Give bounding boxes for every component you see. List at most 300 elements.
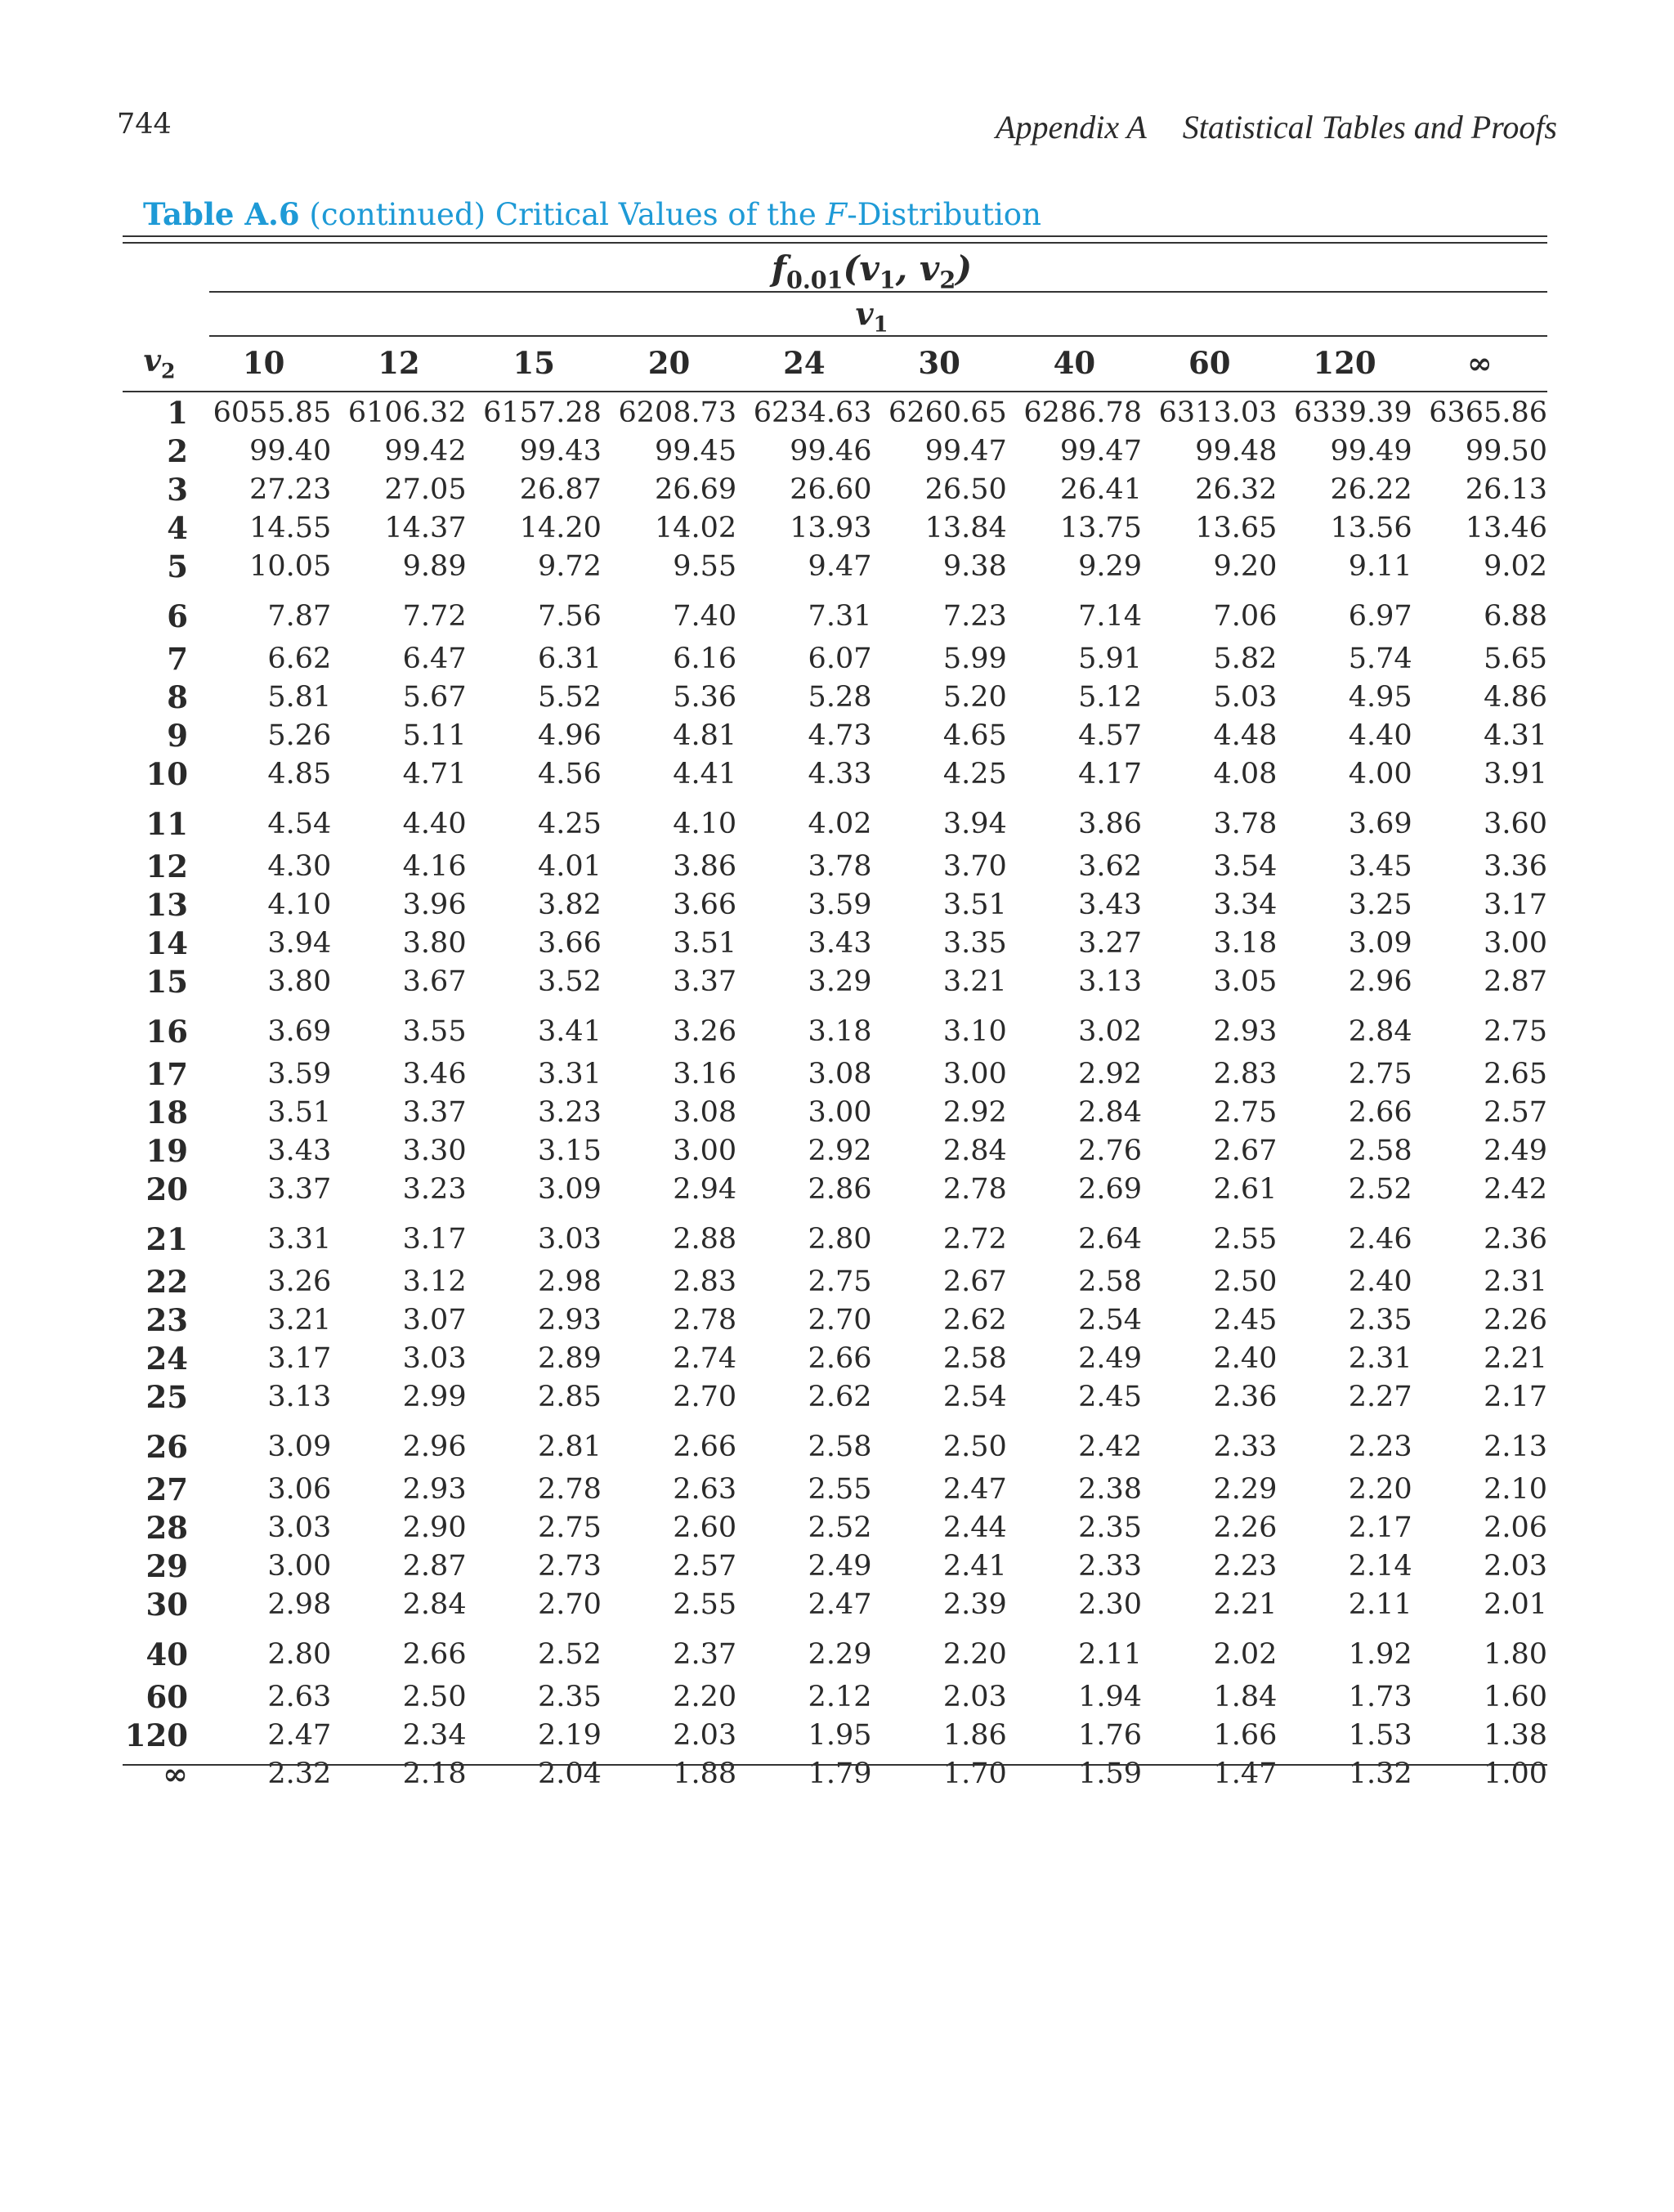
table-row [123, 1131, 1547, 1170]
table-cell: 2.45 [1213, 1303, 1278, 1337]
table-cell: 3.34 [1213, 888, 1278, 921]
table-cell: 3.30 [402, 1134, 467, 1167]
table-cell: 6.31 [537, 643, 602, 676]
table-cell: 3.17 [1484, 888, 1547, 921]
table-cell: 2.32 [267, 1757, 332, 1790]
table-cell: 99.46 [790, 435, 872, 468]
f-distribution-table [123, 335, 1547, 1793]
table-cell: 3.67 [402, 965, 467, 998]
table-cell: 3.54 [1213, 850, 1278, 884]
table-cell: 2.47 [942, 1473, 1007, 1507]
table-cell: 4.01 [537, 850, 602, 884]
table-cell: 2.63 [673, 1473, 737, 1507]
v2-header [123, 335, 196, 391]
table-cell: 2.42 [1484, 1172, 1547, 1206]
table-row [123, 1509, 1547, 1547]
table-cell: 3.23 [402, 1172, 467, 1206]
table-cell: 3.80 [402, 926, 467, 960]
table-cell: 4.17 [1078, 757, 1143, 790]
table-cell: 3.00 [808, 1095, 872, 1129]
table-cell: 4.30 [267, 850, 332, 884]
table-cell: 2.37 [673, 1638, 737, 1672]
table-cell: 4.57 [1078, 719, 1143, 752]
table-cell: 3.03 [537, 1223, 602, 1256]
table-cell: 10.05 [249, 549, 332, 583]
table-cell: 2.52 [537, 1638, 602, 1672]
table-row [123, 547, 1547, 585]
table-cell: 2.18 [402, 1757, 467, 1790]
table-cell: 3.02 [1078, 1015, 1143, 1049]
table-cell: 1.94 [1078, 1681, 1143, 1714]
table-cell: 2.96 [1348, 965, 1412, 998]
table-cell: 1.32 [1348, 1757, 1412, 1790]
table-body [123, 391, 1547, 1793]
row-header-v2: 4 [167, 509, 188, 546]
table-cell: 3.00 [267, 1549, 332, 1583]
table-cell: 99.45 [654, 435, 737, 468]
table-cell: 2.49 [1484, 1134, 1547, 1167]
table-cell: 3.13 [1078, 965, 1143, 998]
table-cell: 2.62 [942, 1303, 1007, 1337]
table-cell: 2.54 [1078, 1303, 1143, 1337]
table-cell: 3.09 [537, 1172, 602, 1206]
table-cell: 2.92 [808, 1134, 872, 1167]
table-cell: 7.31 [808, 600, 872, 634]
table-cell: 2.52 [1348, 1172, 1412, 1206]
table-cell: 4.33 [808, 757, 872, 790]
heading-args-mid: , v [895, 249, 940, 289]
v2-label: v [143, 343, 161, 379]
table-cell: 13.93 [790, 511, 872, 544]
table-cell: 1.86 [942, 1718, 1007, 1752]
table-cell: 9.89 [402, 549, 467, 583]
table-cell: 3.16 [673, 1058, 737, 1091]
table-cell: 2.40 [1348, 1265, 1412, 1299]
table-cell: 4.95 [1348, 680, 1412, 714]
table-cell: 5.99 [942, 643, 1007, 676]
row-header-v2: 23 [145, 1301, 188, 1338]
table-cell: 2.10 [1484, 1473, 1547, 1507]
row-header-v2: 17 [145, 1056, 188, 1093]
table-cell: 3.43 [1078, 888, 1143, 921]
table-cell: 99.50 [1465, 435, 1547, 468]
table-cell: 99.43 [519, 435, 602, 468]
row-header-v2: 29 [145, 1547, 188, 1584]
top-rule-1 [123, 235, 1547, 237]
table-cell: 3.17 [402, 1223, 467, 1256]
row-header-v2: 40 [145, 1637, 188, 1673]
table-cell: 3.18 [808, 1015, 872, 1049]
table-cell: 27.23 [249, 472, 332, 506]
bottom-rule [123, 1764, 1547, 1766]
header-row [123, 335, 1547, 391]
table-cell: 3.21 [942, 965, 1007, 998]
table-cell: 99.47 [1059, 435, 1143, 468]
table-row [123, 924, 1547, 962]
table-cell: 9.72 [537, 549, 602, 583]
row-header-v2: 30 [145, 1586, 188, 1623]
table-cell: 27.05 [384, 472, 467, 506]
table-cell: 6313.03 [1158, 396, 1278, 430]
table-row [123, 1170, 1547, 1208]
table-cell: 3.26 [267, 1265, 332, 1299]
table-cell: 2.60 [673, 1511, 737, 1544]
table-cell: 2.47 [808, 1587, 872, 1621]
heading-args-open: (v [843, 249, 880, 289]
table-cell: 26.13 [1465, 472, 1547, 506]
table-cell: 3.25 [1348, 888, 1412, 921]
table-cell: 3.08 [808, 1058, 872, 1091]
table-cell: 2.78 [673, 1303, 737, 1337]
table-cell: 3.31 [537, 1058, 602, 1091]
table-cell: 3.86 [1078, 808, 1143, 841]
table-cell: 26.87 [519, 472, 602, 506]
table-cell: 4.86 [1484, 680, 1547, 714]
table-cell: 2.57 [1484, 1095, 1547, 1129]
table-cell: 3.09 [267, 1431, 332, 1464]
table-cell: 2.75 [1484, 1015, 1547, 1049]
column-header-v1: 40 [1053, 345, 1096, 381]
table-cell: 3.45 [1348, 850, 1412, 884]
table-cell: 3.05 [1213, 965, 1278, 998]
table-row [123, 1678, 1547, 1717]
table-cell: 1.53 [1348, 1718, 1412, 1752]
table-cell: 4.71 [402, 757, 467, 790]
table-cell: 3.55 [402, 1015, 467, 1049]
table-cell: 1.80 [1484, 1638, 1547, 1672]
heading-fn-subscript: 0.01 [786, 266, 844, 294]
table-cell: 2.40 [1213, 1341, 1278, 1375]
table-cell: 2.35 [537, 1681, 602, 1714]
table-row [123, 1094, 1547, 1132]
table-cell: 4.40 [402, 808, 467, 841]
table-cell: 2.75 [1213, 1095, 1278, 1129]
table-cell: 1.60 [1484, 1681, 1547, 1714]
table-cell: 9.02 [1484, 549, 1547, 583]
table-cell: 2.62 [808, 1380, 872, 1413]
table-cell: 2.46 [1348, 1223, 1412, 1256]
row-header-v2: 13 [145, 886, 188, 923]
table-cell: 2.31 [1484, 1265, 1547, 1299]
row-header-v2: 9 [167, 717, 188, 754]
table-cell: 2.55 [808, 1473, 872, 1507]
table-cell: 13.75 [1059, 511, 1143, 544]
table-cell: 13.84 [924, 511, 1007, 544]
table-cell: 2.69 [1078, 1172, 1143, 1206]
row-header-v2: 11 [145, 806, 188, 843]
table-row [123, 716, 1547, 754]
caption-text-suffix: -Distribution [847, 197, 1041, 232]
table-cell: 4.31 [1484, 719, 1547, 752]
table-row [123, 508, 1547, 547]
table-cell: 6339.39 [1293, 396, 1412, 430]
table-cell: 3.69 [267, 1015, 332, 1049]
table-cell: 2.65 [1484, 1058, 1547, 1091]
table-cell: 2.20 [1348, 1473, 1412, 1507]
row-header-v2: ∞ [163, 1755, 188, 1792]
table-cell: 3.52 [537, 965, 602, 998]
row-header-v2: 60 [145, 1679, 188, 1716]
table-row [123, 793, 1547, 848]
table-cell: 2.55 [1213, 1223, 1278, 1256]
table-cell: 3.18 [1213, 926, 1278, 960]
table-cell: 2.11 [1078, 1638, 1143, 1672]
table-cell: 5.26 [267, 719, 332, 752]
table-cell: 3.94 [942, 808, 1007, 841]
table-cell: 3.09 [1348, 926, 1412, 960]
table-cell: 2.54 [942, 1380, 1007, 1413]
caption-text-prefix: (continued) Critical Values of the [299, 197, 826, 232]
row-header-v2: 19 [145, 1132, 188, 1169]
table-cell: 7.72 [402, 600, 467, 634]
row-header-v2: 7 [167, 641, 188, 678]
table-cell: 2.90 [402, 1511, 467, 1544]
row-header-v2: 5 [167, 548, 188, 584]
table-cell: 9.20 [1213, 549, 1278, 583]
table-cell: 2.36 [1484, 1223, 1547, 1256]
row-header-v2: 2 [167, 433, 188, 470]
table-cell: 3.27 [1078, 926, 1143, 960]
header-bottom-rule [123, 391, 1547, 392]
v2-sub: 2 [160, 358, 176, 383]
table-cell: 14.37 [384, 511, 467, 544]
table-cell: 2.58 [808, 1431, 872, 1464]
table-cell: 6.62 [267, 643, 332, 676]
table-cell: 2.83 [673, 1265, 737, 1299]
table-cell: 3.08 [673, 1095, 737, 1129]
v1-sub: 1 [873, 312, 888, 338]
table-cell: 1.38 [1484, 1718, 1547, 1752]
table-cell: 5.12 [1078, 680, 1143, 714]
table-cell: 2.70 [673, 1380, 737, 1413]
table-cell: 5.03 [1213, 680, 1278, 714]
table-cell: 4.40 [1348, 719, 1412, 752]
table-cell: 2.27 [1348, 1380, 1412, 1413]
table-cell: 3.82 [537, 888, 602, 921]
table-cell: 6208.73 [618, 396, 737, 430]
table-cell: 3.51 [942, 888, 1007, 921]
table-cell: 99.40 [249, 435, 332, 468]
table-cell: 7.23 [942, 600, 1007, 634]
table-cell: 3.41 [537, 1015, 602, 1049]
table-cell: 5.67 [402, 680, 467, 714]
table-cell: 2.34 [402, 1718, 467, 1752]
table-cell: 2.33 [1078, 1549, 1143, 1583]
table-cell: 3.78 [808, 850, 872, 884]
table-cell: 3.17 [267, 1341, 332, 1375]
table-cell: 1.92 [1348, 1638, 1412, 1672]
table-cell: 3.62 [1078, 850, 1143, 884]
table-cell: 4.02 [808, 808, 872, 841]
table-cell: 26.22 [1330, 472, 1412, 506]
running-title-appendix: Appendix A [996, 109, 1147, 146]
table-row [123, 1001, 1547, 1055]
table-cell: 2.86 [808, 1172, 872, 1206]
table-cell: 6234.63 [753, 396, 872, 430]
row-header-v2: 28 [145, 1509, 188, 1546]
table-row [123, 1301, 1547, 1340]
table-cell: 2.58 [942, 1341, 1007, 1375]
table-row [123, 1623, 1547, 1678]
table-cell: 2.50 [942, 1431, 1007, 1464]
table-cell: 2.93 [537, 1303, 602, 1337]
table-cell: 13.46 [1465, 511, 1547, 544]
table-cell: 2.57 [673, 1549, 737, 1583]
table-cell: 14.55 [249, 511, 332, 544]
table-cell: 2.58 [1078, 1265, 1143, 1299]
table-cell: 4.48 [1213, 719, 1278, 752]
table-cell: 4.41 [673, 757, 737, 790]
table-cell: 3.78 [1213, 808, 1278, 841]
table-cell: 6.97 [1348, 600, 1412, 634]
table-cell: 2.29 [808, 1638, 872, 1672]
table-cell: 3.36 [1484, 850, 1547, 884]
table-cell: 2.72 [942, 1223, 1007, 1256]
table-cell: 2.61 [1213, 1172, 1278, 1206]
table-cell: 2.99 [402, 1380, 467, 1413]
table-row [123, 585, 1547, 640]
row-header-v2: 8 [167, 678, 188, 715]
table-row [123, 678, 1547, 717]
table-cell: 3.37 [402, 1095, 467, 1129]
table-cell: 2.70 [808, 1303, 872, 1337]
table-cell: 1.66 [1213, 1718, 1278, 1752]
table-cell: 6.07 [808, 643, 872, 676]
row-header-v2: 12 [145, 849, 188, 885]
table-row [123, 391, 1547, 432]
table-cell: 3.23 [537, 1095, 602, 1129]
table-cell: 4.10 [673, 808, 737, 841]
table-cell: 2.87 [402, 1549, 467, 1583]
column-header-v1: 15 [512, 345, 555, 381]
row-header-v2: 21 [145, 1221, 188, 1258]
table-cell: 2.50 [402, 1681, 467, 1714]
table-row [123, 1263, 1547, 1301]
table-cell: 3.43 [808, 926, 872, 960]
row-header-v2: 27 [145, 1471, 188, 1508]
table-cell: 3.12 [402, 1265, 467, 1299]
table-cell: 2.98 [537, 1265, 602, 1299]
table-cell: 9.55 [673, 549, 737, 583]
row-header-v2: 120 [124, 1717, 188, 1753]
table-row [123, 1717, 1547, 1755]
table-caption [143, 196, 1041, 232]
row-header-v2: 14 [145, 925, 188, 961]
table-cell: 2.55 [673, 1587, 737, 1621]
table-cell: 2.23 [1213, 1549, 1278, 1583]
table-cell: 3.94 [267, 926, 332, 960]
row-header-v2: 18 [145, 1094, 188, 1131]
column-header-v1: 120 [1313, 345, 1376, 381]
table-cell: 7.14 [1078, 600, 1143, 634]
table-cell: 6.88 [1484, 600, 1547, 634]
table-cell: 3.43 [267, 1134, 332, 1167]
table-row [123, 1471, 1547, 1509]
table-cell: 3.10 [942, 1015, 1007, 1049]
table-cell: 1.84 [1213, 1681, 1278, 1714]
table-row [123, 1416, 1547, 1471]
table-cell: 2.23 [1348, 1431, 1412, 1464]
table-cell: 2.20 [942, 1638, 1007, 1672]
table-cell: 14.02 [654, 511, 737, 544]
table-cell: 2.84 [1348, 1015, 1412, 1049]
table-cell: 3.69 [1348, 808, 1412, 841]
table-cell: 2.35 [1348, 1303, 1412, 1337]
table-row [123, 1208, 1547, 1263]
table-cell: 3.26 [673, 1015, 737, 1049]
table-cell: 1.59 [1078, 1757, 1143, 1790]
table-cell: 7.87 [267, 600, 332, 634]
table-cell: 5.52 [537, 680, 602, 714]
table-cell: 3.46 [402, 1058, 467, 1091]
table-cell: 2.80 [267, 1638, 332, 1672]
table-row [123, 1377, 1547, 1416]
table-cell: 3.00 [942, 1058, 1007, 1091]
table-cell: 99.49 [1330, 435, 1412, 468]
table-cell: 4.10 [267, 888, 332, 921]
table-cell: 1.95 [808, 1718, 872, 1752]
table-cell: 2.75 [808, 1265, 872, 1299]
table-label: Table A.6 [143, 196, 300, 232]
table-cell: 4.08 [1213, 757, 1278, 790]
table-cell: 1.70 [942, 1757, 1007, 1790]
table-cell: 2.30 [1078, 1587, 1143, 1621]
heading-args-sub2: 2 [939, 266, 956, 294]
table-cell: 5.20 [942, 680, 1007, 714]
table-cell: 2.70 [537, 1587, 602, 1621]
table-cell: 2.84 [1078, 1095, 1143, 1129]
table-cell: 2.42 [1078, 1431, 1143, 1464]
table-cell: 4.96 [537, 719, 602, 752]
table-cell: 2.78 [537, 1473, 602, 1507]
table-cell: 2.17 [1484, 1380, 1547, 1413]
table-cell: 6286.78 [1023, 396, 1143, 430]
table-cell: 1.73 [1348, 1681, 1412, 1714]
row-header-v2: 3 [167, 471, 188, 508]
table-cell: 2.78 [942, 1172, 1007, 1206]
table-cell: 5.81 [267, 680, 332, 714]
table-cell: 26.69 [654, 472, 737, 506]
table-cell: 9.11 [1348, 549, 1412, 583]
row-header-v2: 16 [145, 1014, 188, 1050]
table-cell: 2.93 [402, 1473, 467, 1507]
table-cell: 2.14 [1348, 1549, 1412, 1583]
table-cell: 2.13 [1484, 1431, 1547, 1464]
row-header-v2: 10 [145, 755, 188, 792]
table-cell: 2.75 [1348, 1058, 1412, 1091]
table-cell: 2.02 [1213, 1638, 1278, 1672]
table-cell: 2.47 [267, 1718, 332, 1752]
table-cell: 6.47 [402, 643, 467, 676]
column-header-v1: ∞ [1466, 345, 1493, 381]
table-cell: 2.35 [1078, 1511, 1143, 1544]
table-cell: 3.37 [267, 1172, 332, 1206]
table-cell: 2.85 [537, 1380, 602, 1413]
page-number: 744 [117, 108, 172, 141]
table-cell: 3.51 [267, 1095, 332, 1129]
table-cell: 6157.28 [483, 396, 602, 430]
table-row [123, 848, 1547, 886]
table-cell: 3.03 [402, 1341, 467, 1375]
table-cell: 4.81 [673, 719, 737, 752]
column-header-v1: 24 [783, 345, 826, 381]
row-header-v2: 26 [145, 1429, 188, 1466]
top-rule-2 [123, 242, 1547, 244]
table-cell: 2.01 [1484, 1587, 1547, 1621]
table-cell: 2.66 [1348, 1095, 1412, 1129]
table-row [123, 886, 1547, 925]
table-cell: 5.91 [1078, 643, 1143, 676]
